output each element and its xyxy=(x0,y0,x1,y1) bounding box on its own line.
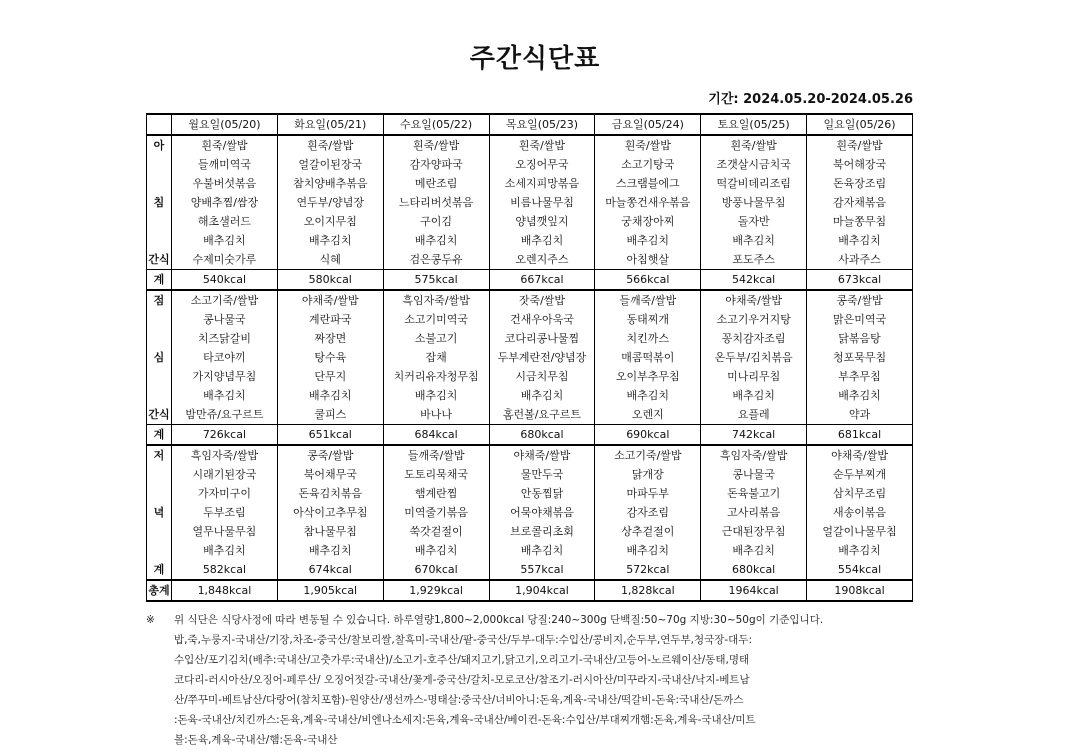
header-row xyxy=(147,114,913,135)
breakfast-menu-item: 우불버섯볶음 xyxy=(172,174,278,193)
lunch-menu-item: 치킨까스 xyxy=(595,329,701,348)
lunch-menu-item: 배추김치 xyxy=(172,386,278,405)
lunch-total-kcal: 684kcal xyxy=(383,425,489,446)
lunch-menu-item: 야채죽/쌀밥 xyxy=(701,290,807,310)
grand-total-kcal: 1,828kcal xyxy=(595,580,701,601)
grand-total-kcal: 1,929kcal xyxy=(383,580,489,601)
breakfast-menu-item: 흰죽/쌀밥 xyxy=(807,135,913,155)
lunch-snack-row xyxy=(147,405,913,425)
dinner-total-kcal: 557kcal xyxy=(489,560,595,580)
breakfast-menu-item: 흰죽/쌀밥 xyxy=(172,135,278,155)
note-mark: ※ xyxy=(146,614,155,626)
breakfast-row xyxy=(147,212,913,231)
dinner-label xyxy=(147,541,172,560)
breakfast-menu-item: 방풍나물무침 xyxy=(701,193,807,212)
dinner-menu-item: 쑥갓겉절이 xyxy=(383,522,489,541)
dinner-menu-item: 도토리묵채국 xyxy=(383,465,489,484)
breakfast-menu-item: 비름나물무침 xyxy=(489,193,595,212)
grand-total-row xyxy=(147,580,913,601)
dinner-menu-item: 시래기된장국 xyxy=(172,465,278,484)
dinner-menu-item: 순두부찌개 xyxy=(807,465,913,484)
dinner-row xyxy=(147,484,913,503)
day-header: 일요일(05/26) xyxy=(807,114,913,135)
dinner-menu-item: 야채죽/쌀밥 xyxy=(489,445,595,465)
lunch-menu-item: 배추김치 xyxy=(701,386,807,405)
breakfast-menu-item: 흰죽/쌀밥 xyxy=(277,135,383,155)
breakfast-menu-item: 마늘쫑건새우볶음 xyxy=(595,193,701,212)
breakfast-menu-item: 소고기탕국 xyxy=(595,155,701,174)
breakfast-snack-item: 검은콩두유 xyxy=(383,250,489,270)
day-header: 화요일(05/21) xyxy=(277,114,383,135)
dinner-row xyxy=(147,445,913,465)
dinner-total-kcal: 572kcal xyxy=(595,560,701,580)
breakfast-menu-item: 흰죽/쌀밥 xyxy=(595,135,701,155)
dinner-menu-item: 콩나물국 xyxy=(701,465,807,484)
origin-note-line: 볼:돈육,계육-국내산/햄:돈육-국내산 xyxy=(174,734,338,746)
breakfast-menu-item: 배추김치 xyxy=(277,231,383,250)
breakfast-menu-item: 감자양파국 xyxy=(383,155,489,174)
breakfast-snack-label: 간식 xyxy=(147,250,172,270)
breakfast-menu-item: 돌자반 xyxy=(701,212,807,231)
dinner-total-kcal: 674kcal xyxy=(277,560,383,580)
lunch-menu-item: 매콤떡볶이 xyxy=(595,348,701,367)
dinner-row xyxy=(147,522,913,541)
lunch-label xyxy=(147,367,172,386)
lunch-menu-item: 짜장면 xyxy=(277,329,383,348)
breakfast-menu-item: 들깨미역국 xyxy=(172,155,278,174)
dinner-menu-item: 브로콜리초회 xyxy=(489,522,595,541)
dinner-menu-item: 북어채무국 xyxy=(277,465,383,484)
breakfast-row xyxy=(147,174,913,193)
breakfast-menu-item: 배추김치 xyxy=(383,231,489,250)
breakfast-snack-item: 오렌지주스 xyxy=(489,250,595,270)
dinner-total-row xyxy=(147,560,913,580)
dinner-menu-item: 돈육김치볶음 xyxy=(277,484,383,503)
grand-total-kcal: 1,905kcal xyxy=(277,580,383,601)
lunch-snack-item: 요플레 xyxy=(701,405,807,425)
breakfast-menu-item: 궁채장아찌 xyxy=(595,212,701,231)
lunch-total-kcal: 651kcal xyxy=(277,425,383,446)
lunch-menu-item: 타코야끼 xyxy=(172,348,278,367)
lunch-menu-item: 잡채 xyxy=(383,348,489,367)
dinner-total-kcal: 582kcal xyxy=(172,560,278,580)
dinner-total-kcal: 554kcal xyxy=(807,560,913,580)
notes-section xyxy=(146,610,906,750)
breakfast-label xyxy=(147,231,172,250)
breakfast-menu-item: 마늘쫑무침 xyxy=(807,212,913,231)
lunch-menu-item: 콩죽/쌀밥 xyxy=(807,290,913,310)
dinner-label xyxy=(147,484,172,503)
lunch-row xyxy=(147,310,913,329)
breakfast-snack-row xyxy=(147,250,913,270)
dinner-total-label: 계 xyxy=(147,560,172,580)
breakfast-row xyxy=(147,155,913,174)
dinner-label: 저 xyxy=(147,445,172,465)
breakfast-menu-item: 배추김치 xyxy=(595,231,701,250)
lunch-row xyxy=(147,290,913,310)
lunch-menu-item: 소불고기 xyxy=(383,329,489,348)
lunch-menu-item: 배추김치 xyxy=(383,386,489,405)
lunch-label xyxy=(147,329,172,348)
lunch-menu-item: 미나리무침 xyxy=(701,367,807,386)
dinner-label xyxy=(147,522,172,541)
dinner-menu-item: 야채죽/쌀밥 xyxy=(807,445,913,465)
lunch-menu-item: 치커리유자청무침 xyxy=(383,367,489,386)
breakfast-menu-item: 떡갈비데리조림 xyxy=(701,174,807,193)
lunch-menu-item: 두부계란전/양념장 xyxy=(489,348,595,367)
weekly-menu-table xyxy=(146,113,913,602)
lunch-menu-item: 부추무침 xyxy=(807,367,913,386)
lunch-menu-item: 탕수육 xyxy=(277,348,383,367)
origin-note-line: 수입산/포기김치(배추:국내산/고춧가루:국내산)/소고기-호주산/돼지고기,닭고기,오리고기-국내산/고등어-노르웨이산/동태,명태 xyxy=(174,654,750,666)
lunch-snack-item: 밤만쥬/요구르트 xyxy=(172,405,278,425)
dinner-menu-item: 참나물무침 xyxy=(277,522,383,541)
dinner-menu-item: 배추김치 xyxy=(701,541,807,560)
breakfast-menu-item: 감자채볶음 xyxy=(807,193,913,212)
dinner-menu-item: 햄계란찜 xyxy=(383,484,489,503)
day-header: 월요일(05/20) xyxy=(172,114,278,135)
breakfast-menu-item: 배추김치 xyxy=(807,231,913,250)
lunch-label xyxy=(147,386,172,405)
lunch-menu-item: 배추김치 xyxy=(807,386,913,405)
dinner-menu-item: 소고기죽/쌀밥 xyxy=(595,445,701,465)
dinner-label: 녁 xyxy=(147,503,172,522)
dinner-menu-item: 두부조림 xyxy=(172,503,278,522)
breakfast-snack-item: 포도주스 xyxy=(701,250,807,270)
breakfast-snack-item: 식혜 xyxy=(277,250,383,270)
grand-total-kcal: 1,848kcal xyxy=(172,580,278,601)
lunch-snack-label: 간식 xyxy=(147,405,172,425)
dinner-menu-item: 콩죽/쌀밥 xyxy=(277,445,383,465)
breakfast-total-row xyxy=(147,270,913,291)
breakfast-menu-item: 소세지피망볶음 xyxy=(489,174,595,193)
dinner-menu-item: 고사리볶음 xyxy=(701,503,807,522)
breakfast-total-kcal: 667kcal xyxy=(489,270,595,291)
origin-note-line: 코다리-러시아산/오징어-페루산/ 오징어젓갈-국내산/꽃게-중국산/갈치-모로코산/참조기-러시아산/미꾸라지-국내산/낙지-베트남 xyxy=(174,674,750,686)
lunch-row xyxy=(147,367,913,386)
lunch-menu-item: 계란파국 xyxy=(277,310,383,329)
lunch-row xyxy=(147,329,913,348)
breakfast-menu-item: 양배추찜/쌈장 xyxy=(172,193,278,212)
breakfast-label: 아 xyxy=(147,135,172,155)
breakfast-menu-item: 배추김치 xyxy=(172,231,278,250)
breakfast-menu-item: 조갯살시금치국 xyxy=(701,155,807,174)
dinner-menu-item: 열무나물무침 xyxy=(172,522,278,541)
lunch-menu-item: 꽁치감자조림 xyxy=(701,329,807,348)
breakfast-menu-item: 배추김치 xyxy=(701,231,807,250)
breakfast-menu-item: 흰죽/쌀밥 xyxy=(489,135,595,155)
lunch-snack-item: 홈런볼/요구르트 xyxy=(489,405,595,425)
dinner-menu-item: 배추김치 xyxy=(595,541,701,560)
lunch-menu-item: 닭볶음탕 xyxy=(807,329,913,348)
lunch-snack-item: 쿨피스 xyxy=(277,405,383,425)
breakfast-label xyxy=(147,174,172,193)
lunch-menu-item: 배추김치 xyxy=(489,386,595,405)
breakfast-menu-item: 연두부/양념장 xyxy=(277,193,383,212)
grand-total-label: 총계 xyxy=(147,580,172,601)
lunch-row xyxy=(147,386,913,405)
page-title: 주간식단표 xyxy=(469,44,601,74)
breakfast-menu-item: 돈육장조림 xyxy=(807,174,913,193)
breakfast-menu-item: 해초샐러드 xyxy=(172,212,278,231)
dinner-menu-item: 얼갈이나물무침 xyxy=(807,522,913,541)
breakfast-label xyxy=(147,155,172,174)
dinner-menu-item: 배추김치 xyxy=(277,541,383,560)
dinner-total-kcal: 680kcal xyxy=(701,560,807,580)
breakfast-total-kcal: 540kcal xyxy=(172,270,278,291)
origin-note-line: 산/쭈꾸미-베트남산/다랑어(참치포함)-원양산/생선까스-명태살:중국산/너비아니:돈육,계육-국내산/떡갈비-돈육:국내산/돈까스 xyxy=(174,694,744,706)
day-header: 토요일(05/25) xyxy=(701,114,807,135)
day-header: 목요일(05/23) xyxy=(489,114,595,135)
lunch-menu-item: 건새우아욱국 xyxy=(489,310,595,329)
breakfast-menu-item: 참치양배추볶음 xyxy=(277,174,383,193)
dinner-menu-item: 안동찜닭 xyxy=(489,484,595,503)
breakfast-menu-item: 배추김치 xyxy=(489,231,595,250)
dinner-menu-item: 돈육불고기 xyxy=(701,484,807,503)
breakfast-menu-item: 스크램블에그 xyxy=(595,174,701,193)
day-header: 수요일(05/22) xyxy=(383,114,489,135)
lunch-total-kcal: 680kcal xyxy=(489,425,595,446)
dinner-row xyxy=(147,541,913,560)
breakfast-label xyxy=(147,212,172,231)
breakfast-total-label: 계 xyxy=(147,270,172,291)
breakfast-menu-item: 흰죽/쌀밥 xyxy=(383,135,489,155)
breakfast-label: 침 xyxy=(147,193,172,212)
period-label: 기간: 2024.05.20-2024.05.26 xyxy=(708,92,913,107)
dinner-menu-item: 아삭이고추무침 xyxy=(277,503,383,522)
breakfast-menu-item: 느타리버섯볶음 xyxy=(383,193,489,212)
breakfast-total-kcal: 566kcal xyxy=(595,270,701,291)
lunch-total-row xyxy=(147,425,913,446)
dinner-menu-item: 배추김치 xyxy=(383,541,489,560)
dinner-menu-item: 배추김치 xyxy=(489,541,595,560)
lunch-menu-item: 동태찌개 xyxy=(595,310,701,329)
grand-total-kcal: 1,904kcal xyxy=(489,580,595,601)
dinner-menu-item: 새송이볶음 xyxy=(807,503,913,522)
lunch-row xyxy=(147,348,913,367)
breakfast-total-kcal: 580kcal xyxy=(277,270,383,291)
lunch-menu-item: 소고기죽/쌀밥 xyxy=(172,290,278,310)
breakfast-row xyxy=(147,231,913,250)
lunch-label: 심 xyxy=(147,348,172,367)
breakfast-menu-item: 메란조림 xyxy=(383,174,489,193)
lunch-snack-item: 약과 xyxy=(807,405,913,425)
lunch-menu-item: 배추김치 xyxy=(595,386,701,405)
breakfast-snack-item: 수제미숫가루 xyxy=(172,250,278,270)
dinner-row xyxy=(147,465,913,484)
breakfast-snack-item: 사과주스 xyxy=(807,250,913,270)
dinner-total-kcal: 670kcal xyxy=(383,560,489,580)
origin-note-line: :돈육-국내산/치킨까스:돈육,계육-국내산/비엔나소세지:돈육,계육-국내산/베이컨-돈육:수입산/부대찌개햄:돈육,계육-국내산/미트 xyxy=(174,714,756,726)
breakfast-menu-item: 양념깻잎지 xyxy=(489,212,595,231)
lunch-menu-item: 흑임자죽/쌀밥 xyxy=(383,290,489,310)
lunch-total-kcal: 681kcal xyxy=(807,425,913,446)
breakfast-menu-item: 오이지무침 xyxy=(277,212,383,231)
lunch-menu-item: 잣죽/쌀밥 xyxy=(489,290,595,310)
breakfast-menu-item: 얼갈이된장국 xyxy=(277,155,383,174)
origin-notes xyxy=(146,630,906,750)
dinner-menu-item: 흑임자죽/쌀밥 xyxy=(701,445,807,465)
dinner-row xyxy=(147,503,913,522)
lunch-total-kcal: 742kcal xyxy=(701,425,807,446)
day-header: 금요일(05/24) xyxy=(595,114,701,135)
breakfast-snack-item: 아침햇살 xyxy=(595,250,701,270)
dinner-menu-item: 삼치무조림 xyxy=(807,484,913,503)
dinner-menu-item: 어묵야채볶음 xyxy=(489,503,595,522)
lunch-menu-item: 온두부/김치볶음 xyxy=(701,348,807,367)
lunch-menu-item: 맑은미역국 xyxy=(807,310,913,329)
breakfast-menu-item: 구이김 xyxy=(383,212,489,231)
breakfast-menu-item: 북어해장국 xyxy=(807,155,913,174)
lunch-menu-item: 청포묵무침 xyxy=(807,348,913,367)
lunch-menu-item: 오이부추무침 xyxy=(595,367,701,386)
lunch-snack-item: 바나나 xyxy=(383,405,489,425)
breakfast-menu-item: 오징어무국 xyxy=(489,155,595,174)
lunch-menu-item: 소고기우거지탕 xyxy=(701,310,807,329)
dinner-label xyxy=(147,465,172,484)
breakfast-total-kcal: 542kcal xyxy=(701,270,807,291)
grand-total-kcal: 1964kcal xyxy=(701,580,807,601)
lunch-snack-item: 오렌지 xyxy=(595,405,701,425)
breakfast-row xyxy=(147,193,913,212)
origin-note-line: 밥,죽,누룽지-국내산/기장,차조-중국산/찰보리쌀,찰흑미-국내산/팥-중국산/두부-대두:수입산/콩비지,순두부,연두부,청국장-대두: xyxy=(174,634,753,646)
lunch-menu-item: 시금치무침 xyxy=(489,367,595,386)
breakfast-row xyxy=(147,135,913,155)
breakfast-total-kcal: 673kcal xyxy=(807,270,913,291)
breakfast-total-kcal: 575kcal xyxy=(383,270,489,291)
lunch-total-kcal: 726kcal xyxy=(172,425,278,446)
lunch-menu-item: 야채죽/쌀밥 xyxy=(277,290,383,310)
lunch-menu-item: 들깨죽/쌀밥 xyxy=(595,290,701,310)
lunch-menu-item: 가지양념무침 xyxy=(172,367,278,386)
dinner-menu-item: 상추겉절이 xyxy=(595,522,701,541)
lunch-menu-item: 코다리콩나물찜 xyxy=(489,329,595,348)
breakfast-menu-item: 흰죽/쌀밥 xyxy=(701,135,807,155)
lunch-total-label: 계 xyxy=(147,425,172,446)
dinner-menu-item: 미역줄기볶음 xyxy=(383,503,489,522)
dinner-menu-item: 물만두국 xyxy=(489,465,595,484)
dinner-menu-item: 배추김치 xyxy=(172,541,278,560)
dinner-menu-item: 들깨죽/쌀밥 xyxy=(383,445,489,465)
lunch-label xyxy=(147,310,172,329)
dinner-menu-item: 흑임자죽/쌀밥 xyxy=(172,445,278,465)
lunch-menu-item: 단무지 xyxy=(277,367,383,386)
header-corner xyxy=(147,114,172,135)
dinner-menu-item: 감자조림 xyxy=(595,503,701,522)
note-first-line: 위 식단은 식당사정에 따라 변동될 수 있습니다. 하루열량1,800~2,000kcal 당질:240~300g 단백질:50~70g 지방:30~50g이 기준입니다. xyxy=(174,614,824,626)
dinner-menu-item: 가자미구이 xyxy=(172,484,278,503)
lunch-menu-item: 치즈닭갈비 xyxy=(172,329,278,348)
dinner-menu-item: 마파두부 xyxy=(595,484,701,503)
dinner-menu-item: 닭개장 xyxy=(595,465,701,484)
lunch-menu-item: 콩나물국 xyxy=(172,310,278,329)
lunch-menu-item: 소고기미역국 xyxy=(383,310,489,329)
dinner-menu-item: 근대된장무침 xyxy=(701,522,807,541)
lunch-total-kcal: 690kcal xyxy=(595,425,701,446)
lunch-menu-item: 배추김치 xyxy=(277,386,383,405)
dinner-menu-item: 배추김치 xyxy=(807,541,913,560)
grand-total-kcal: 1908kcal xyxy=(807,580,913,601)
lunch-label: 점 xyxy=(147,290,172,310)
